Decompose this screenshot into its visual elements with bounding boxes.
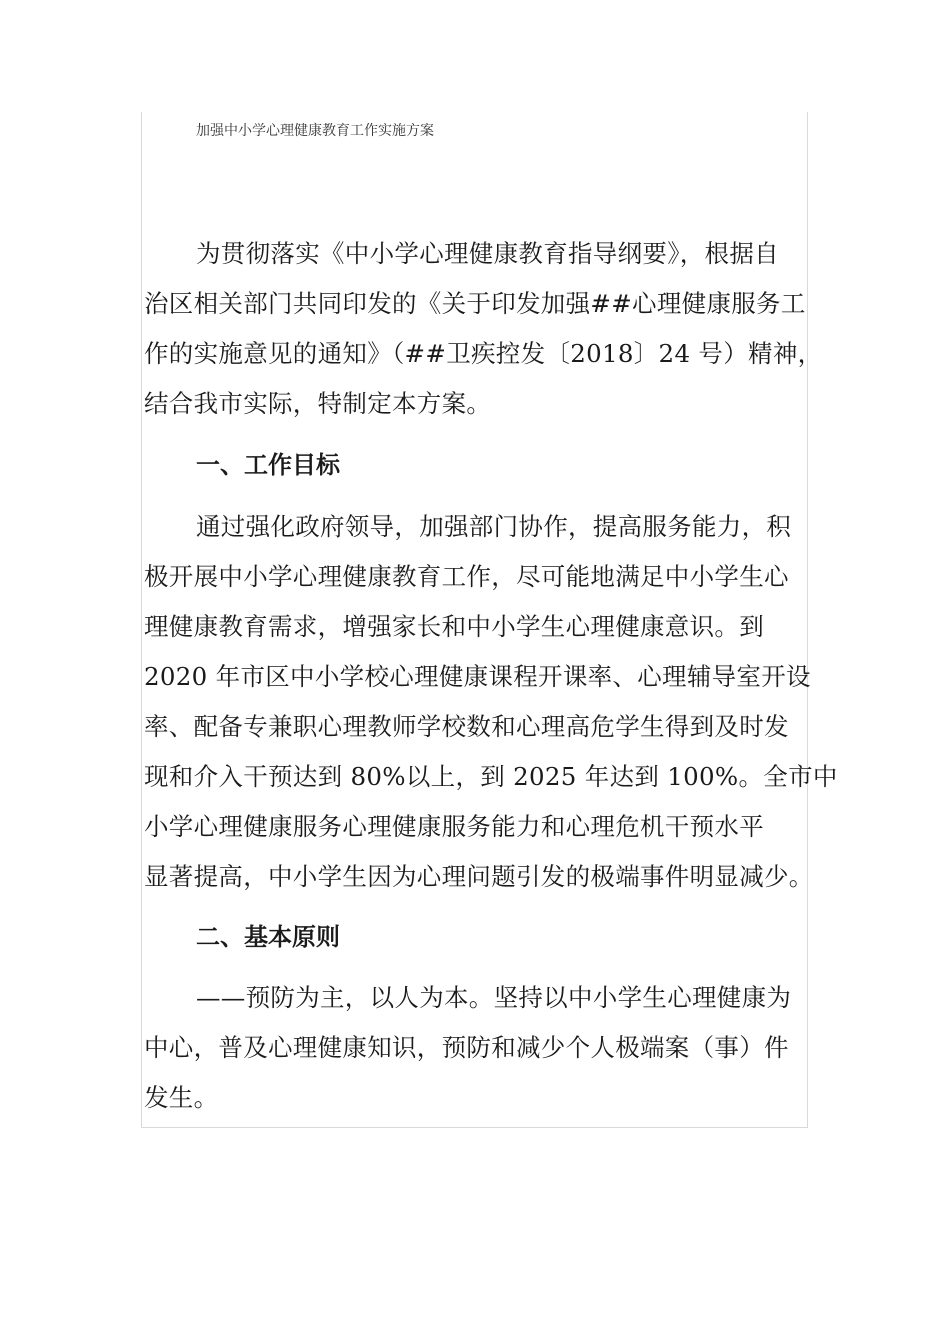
principles-paragraph — [144, 973, 808, 1123]
paragraph-line: 作的实施意见的通知》（##卫疾控发〔2018〕24 号）精神， — [144, 339, 823, 368]
paragraph-line: 显著提高，中小学生因为心理问题引发的极端事件明显减少。 — [144, 862, 814, 891]
paragraph-line: 发生。 — [144, 1083, 219, 1112]
paragraph-line: 通过强化政府领导，加强部门协作，提高服务能力，积 — [196, 512, 792, 541]
paragraph-line: ——预防为主，以人为本。坚持以中小学生心理健康为 — [196, 983, 792, 1012]
paragraph-line: 极开展中小学心理健康教育工作，尽可能地满足中小学生心 — [144, 562, 789, 591]
paragraph-line: 2020 年市区中小学校心理健康课程开课率、心理辅导室开设 — [144, 662, 811, 691]
paragraph-line: 结合我市实际，特制定本方案。 — [144, 389, 492, 418]
paragraph-line: 治区相关部门共同印发的《关于印发加强##心理健康服务工 — [144, 289, 806, 318]
section-heading-principles: 二、基本原则 — [196, 923, 340, 951]
section-heading-goals: 一、工作目标 — [196, 451, 340, 479]
paragraph-line: 为贯彻落实《中小学心理健康教育指导纲要》，根据自 — [196, 239, 779, 268]
document-header-title: 加强中小学心理健康教育工作实施方案 — [196, 123, 434, 139]
goals-paragraph — [144, 502, 838, 902]
intro-paragraph — [144, 229, 823, 429]
paragraph-line: 中心，普及心理健康知识，预防和减少个人极端案（事）件 — [144, 1033, 789, 1062]
paragraph-line: 率、配备专兼职心理教师学校数和心理高危学生得到及时发 — [144, 712, 789, 741]
paragraph-line: 小学心理健康服务心理健康服务能力和心理危机干预水平 — [144, 812, 764, 841]
paragraph-line: 理健康教育需求，增强家长和中小学生心理健康意识。到 — [144, 612, 764, 641]
paragraph-line: 现和介入干预达到 80%以上，到 2025 年达到 100%。全市中 — [144, 762, 838, 791]
